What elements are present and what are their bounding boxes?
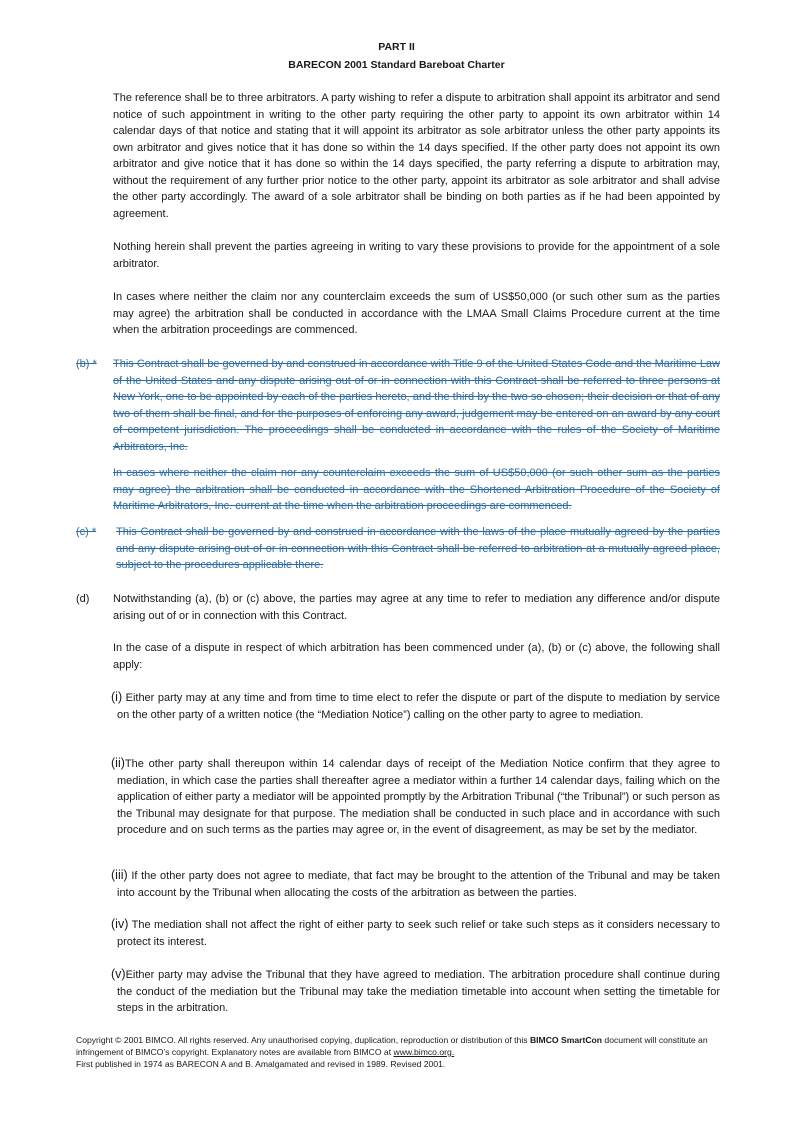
- item-number: (iv): [111, 917, 129, 931]
- part-heading: PART II: [378, 41, 415, 53]
- clause-d-text: Notwithstanding (a), (b) or (c) above, the parties may agree at any time to refer to mediation any difference and/or dispute arising out of or in connection with this Contract.: [113, 593, 720, 622]
- item-text: Either party may advise the Tribunal that they have agreed to mediation. The arbitration procedure shall continue during the conduct of the mediation but the Tribunal may take the mediation timetable into account when setting the timetable for steps in the arbitration.: [117, 969, 720, 1014]
- arbitration-paragraph-1: The reference shall be to three arbitrators. A party wishing to refer a dispute to arbitration shall appoint its arbitrator and send notice of such appointment in writing to the other party requiring the other party to appoint its own arbitrator within 14 calendar days of that notice and stating that it will appoint its arbitrator as sole arbitrator unless the other party appoints its own arbitrator and gives notice that it has done so within the 14 days specified. If the other party does not appoint its own arbitrator and give notice that it has done so within the 14 days specified, the party referring a dispute to arbitration may, without the requirement of any further prior notice to the other party, appoint its arbitrator as sole arbitrator and shall advise the other party accordingly. The award of a sole arbitrator shall be binding on both parties as if he had been appointed by agreement.: [113, 92, 720, 220]
- arbitration-paragraph-3: In cases where neither the claim nor any counterclaim exceeds the sum of US$50,000 (or such other sum as the parties may agree) the arbitration shall be conducted in accordance with the LMAA Small Claims Procedure current at the time when the arbitration proceedings are commenced.: [113, 291, 720, 336]
- footer-smartcon: BIMCO SmartCon: [529, 1035, 603, 1045]
- clause-b-text-2: In cases where neither the claim nor any counterclaim exceeds the sum of US$50,000 (or such other sum as the parties may agree) the arbitration shall be conducted in accordance with the Shortened Arbitration Procedure of the Society of Maritime Arbitrators, Inc. current at the time when the arbitration proceedings are commenced.: [113, 467, 720, 512]
- footer-text: Copyright © 2001 BIMCO. All rights reserved. Any unauthorised copying, duplication, reproduction or distribution of this: [76, 1035, 530, 1045]
- clause-c-text: This Contract shall be governed by and construed in accordance with the laws of the place mutually agreed by the parties and any dispute arising out of or in connection with this Contract shall be referred to arbitration at a mutually agreed place, subject to the procedures applicable there.: [116, 526, 720, 571]
- footer-history: First published in 1974 as BARECON A and B. Amalgamated and revised in 1989. Revised 2001.: [76, 1059, 446, 1069]
- footer-text-2: document will constitute an infringement of BIMCO’s copyright. Explanatory notes are available from BIMCO at: [76, 1035, 708, 1057]
- item-number: (v): [111, 967, 126, 981]
- item-text: If the other party does not agree to mediate, that fact may be brought to the attention of the Tribunal and may be taken into account by the Tribunal when allocating the costs of the arbitration as between the parties.: [117, 870, 720, 899]
- clause-d-text-2: In the case of a dispute in respect of which arbitration has been commenced under (a), (b) or (c) above, the following shall apply:: [113, 642, 720, 671]
- item-number: (ii): [111, 756, 125, 770]
- item-number: (i): [111, 690, 123, 704]
- item-text: The mediation shall not affect the right of either party to seek such relief or take such steps as it considers necessary to protect its interest.: [117, 919, 720, 948]
- mediation-item-iii: [111, 867, 720, 901]
- mediation-item-iv: [111, 916, 720, 950]
- copyright-footer: [76, 1034, 726, 1070]
- arbitration-paragraph-2: Nothing herein shall prevent the parties agreeing in writing to vary these provisions to provide for the appointment of a sole arbitrator.: [113, 241, 720, 270]
- document-title: BARECON 2001 Standard Bareboat Charter: [288, 59, 505, 71]
- item-text: Either party may at any time and from time to time elect to refer the dispute or part of the dispute to mediation by service on the other party of a written notice (the “Mediation Notice”) calling on the other party to agree to mediation.: [117, 692, 720, 721]
- item-number: (iii): [111, 868, 128, 882]
- mediation-item-ii: [111, 755, 720, 839]
- mediation-item-v: [111, 966, 720, 1017]
- clause-b-text: This Contract shall be governed by and construed in accordance with Title 9 of the United States Code and the Maritime Law of the United States and any dispute arising out of or in connection with this Contract shall be referred to three persons at New York, one to be appointed by each of the parties hereto, and the third by the two so chosen; their decision or that of any two of them shall be final, and for the purposes of enforcing any award, judgement may be entered on an award by any court of competent jurisdiction. The proceedings shall be conducted in accordance with the rules of the Society of Maritime Arbitrators, Inc.: [113, 358, 720, 453]
- bimco-link[interactable]: www.bimco.org.: [393, 1047, 455, 1057]
- clause-b-label: (b) *: [76, 358, 97, 370]
- mediation-item-i: [111, 689, 720, 723]
- item-text: The other party shall thereupon within 14 calendar days of receipt of the Mediation Notice confirm that they agree to mediation, in which case the parties shall thereafter agree a mediator within a further 14 calendar days, failing which on the application of either party a mediator will be appointed promptly by the Arbitration Tribunal (“the Tribunal”) or such person as the Tribunal may designate for that purpose. The mediation shall be conducted in such place and in accordance with such procedure and on such terms as the parties may agree or, in the event of disagreement, as may be set by the mediator.: [117, 758, 720, 836]
- clause-d-label: (d): [76, 593, 90, 605]
- clause-c-label: (c) *: [76, 526, 97, 538]
